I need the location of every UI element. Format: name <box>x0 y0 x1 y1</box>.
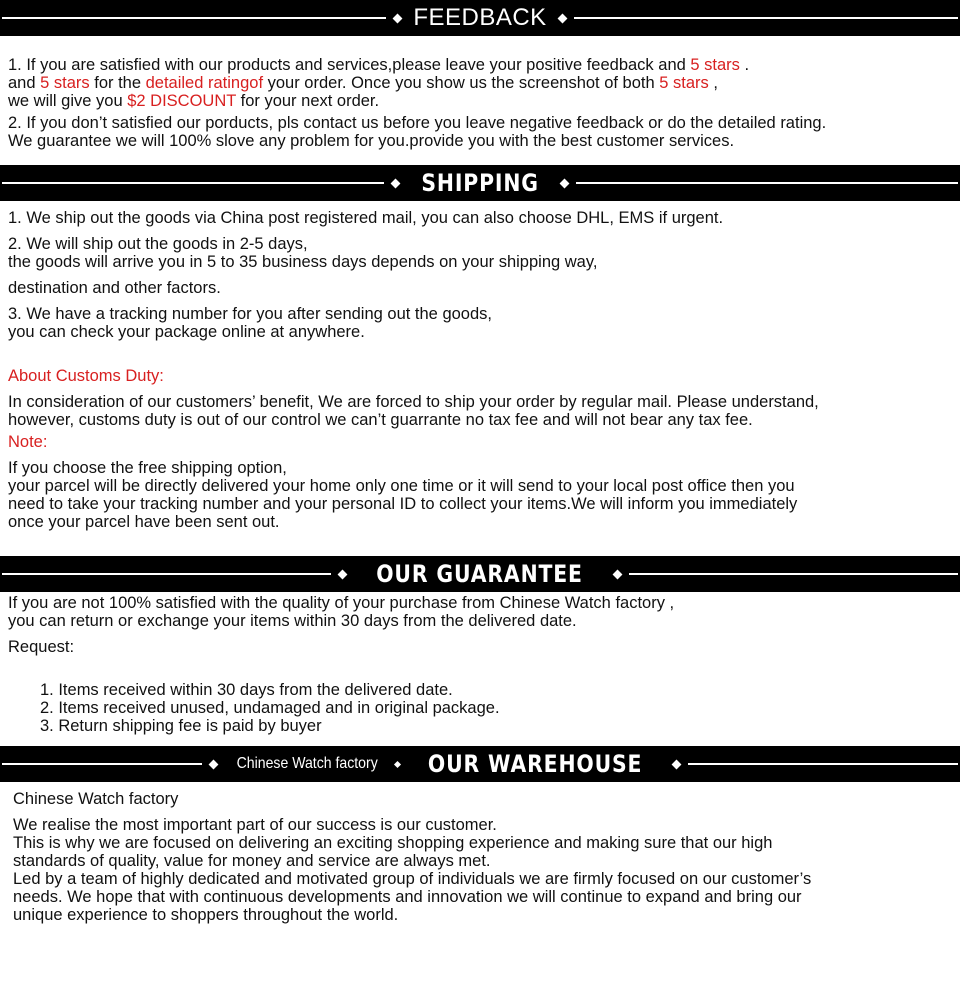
diamond-icon <box>612 569 622 579</box>
diamond-icon <box>672 759 682 769</box>
customs-line-1: In consideration of our customers’ benefit, We are forced to ship your order by regular mail. Please understand, <box>8 393 819 411</box>
request-heading: Request: <box>8 638 75 656</box>
diamond-icon <box>390 178 400 188</box>
diamond-icon <box>557 13 567 23</box>
list-item: 1. Items received within 30 days from the delivered date. <box>40 681 453 699</box>
divider <box>2 763 202 765</box>
warehouse-pre-title: Chinese Watch factory <box>237 755 379 772</box>
shipping-line-2: 2. We will ship out the goods in 2-5 days, <box>8 235 308 253</box>
diamond-icon <box>560 178 570 188</box>
divider <box>688 763 958 765</box>
feedback-line-1: 1. If you are satisfied with our products and services,please leave your positive feedback and 5 stars . <box>8 56 750 74</box>
feedback-line-3: we will give you $2 DISCOUNT for your next order. <box>8 92 380 110</box>
warehouse-line-2: This is why we are focused on delivering an exciting shopping experience and making sure that our high <box>13 834 773 852</box>
warehouse-line-6: unique experience to shoppers throughout the world. <box>13 906 399 924</box>
divider <box>629 573 958 575</box>
warehouse-line-5: needs. We hope that with continuous developments and innovation we will continue to expand and bring our <box>13 888 802 906</box>
shipping-banner <box>0 165 960 201</box>
diamond-icon <box>209 759 219 769</box>
note-line-2: your parcel will be directly delivered your home only one time or it will send to your local post office then you <box>8 477 795 495</box>
divider <box>2 573 331 575</box>
diamond-icon <box>394 760 401 767</box>
diamond-icon <box>338 569 348 579</box>
divider <box>576 182 958 184</box>
feedback-line-2: and 5 stars for the detailed ratingof your order. Once you show us the screenshot of both 5 stars , <box>8 74 718 92</box>
divider <box>2 17 386 19</box>
shipping-line-5: 3. We have a tracking number for you after sending out the goods, <box>8 305 492 323</box>
guarantee-banner <box>0 556 960 592</box>
feedback-line-5: We guarantee we will 100% slove any problem for you.provide you with the best customer services. <box>8 132 735 150</box>
guarantee-line-1: If you are not 100% satisfied with the quality of your purchase from Chinese Watch factory , <box>8 594 675 612</box>
warehouse-title: OUR WAREHOUSE <box>427 750 643 778</box>
divider <box>574 17 958 19</box>
shipping-line-4: destination and other factors. <box>8 279 221 297</box>
warehouse-section <box>13 790 958 924</box>
shipping-title: SHIPPING <box>421 169 539 197</box>
note-heading: Note: <box>8 433 48 451</box>
shipping-line-3: the goods will arrive you in 5 to 35 business days depends on your shipping way, <box>8 253 598 271</box>
guarantee-section <box>8 594 953 735</box>
feedback-section <box>8 56 953 150</box>
customs-heading: About Customs Duty: <box>8 367 164 385</box>
customs-line-2: however, customs duty is out of our control we can’t guarrante no tax fee and will not bear any tax fee. <box>8 411 753 429</box>
warehouse-line-1: We realise the most important part of our success is our customer. <box>13 816 497 834</box>
warehouse-line-3: standards of quality, value for money and service are always met. <box>13 852 491 870</box>
list-item: 3. Return shipping fee is paid by buyer <box>40 717 322 735</box>
feedback-line-4: 2. If you don’t satisfied our porducts, pls contact us before you leave negative feedback or do the detailed rating. <box>8 114 827 132</box>
feedback-banner <box>0 0 960 36</box>
guarantee-title: OUR GUARANTEE <box>376 560 584 588</box>
list-item: 2. Items received unused, undamaged and in original package. <box>40 699 500 717</box>
company-name: Chinese Watch factory <box>13 790 179 808</box>
diamond-icon <box>393 13 403 23</box>
warehouse-banner <box>0 746 960 782</box>
note-line-4: once your parcel have been sent out. <box>8 513 280 531</box>
shipping-line-6: you can check your package online at anywhere. <box>8 323 365 341</box>
guarantee-line-2: you can return or exchange your items within 30 days from the delivered date. <box>8 612 577 630</box>
warehouse-line-4: Led by a team of highly dedicated and motivated group of individuals we are firmly focused on our customer’s <box>13 870 812 888</box>
request-list <box>8 681 953 735</box>
feedback-title: FEEDBACK <box>413 4 547 31</box>
divider <box>2 182 384 184</box>
note-line-1: If you choose the free shipping option, <box>8 459 287 477</box>
shipping-line-1: 1. We ship out the goods via China post registered mail, you can also choose DHL, EMS if urgent. <box>8 209 724 227</box>
shipping-section <box>8 209 953 531</box>
note-line-3: need to take your tracking number and your personal ID to collect your items.We will inform you immediately <box>8 495 798 513</box>
